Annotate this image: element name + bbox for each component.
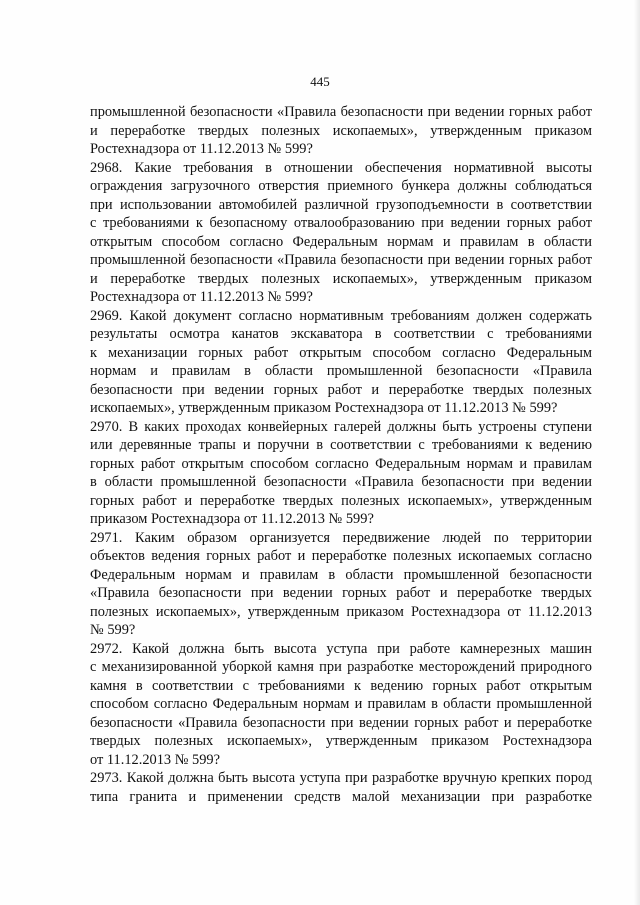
text-line: горных работ и переработке твердых полезных ископаемых», утвержденным [90,492,592,509]
text-line: 2973. Какой должна быть высота уступа при разработке вручную крепких пород [90,770,592,786]
page-edge-shadow [634,0,640,905]
text-line: в области промышленной безопасности «Правила безопасности при ведении [90,474,592,490]
text-line: или деревянные трапы и поручни в соответствии с требованиями к ведению [90,437,592,453]
text-line: типа гранита и применении средств малой механизации при разработке [90,788,592,805]
text-line: способом согласно Федеральным нормам и правилам в области промышленной [90,696,592,712]
text-line: «Правила безопасности при ведении горных работ и переработке твердых [90,585,592,601]
text-line: приказом Ростехнадзора от 11.12.2013 № 599? [90,511,374,527]
text-line: от 11.12.2013 № 599? [90,751,221,768]
text-line: при использовании автомобилей различной грузоподъемности в соответствии [90,196,592,213]
text-line: и переработке твердых полезных ископаемых», утвержденным приказом [90,122,592,139]
scan-artifact [92,822,98,832]
text-line: промышленной безопасности «Правила безопасности при ведении горных работ [90,252,592,268]
text-line: объектов ведения горных работ и переработке полезных ископаемых согласно [90,548,592,564]
text-line: камня в соответствии с требованиями к ведению горных работ открытым [90,677,592,694]
text-line: открытым способом согласно Федеральным нормам и правилам в области [90,233,592,250]
text-line: безопасности «Правила безопасности при ведении горных работ и переработке [90,714,592,731]
text-line: и переработке твердых полезных ископаемых», утвержденным приказом [90,270,592,287]
text-line: промышленной безопасности «Правила безопасности при ведении горных работ [90,104,592,120]
text-line: безопасности при ведении горных работ и переработке твердых полезных [90,381,592,398]
text-line: № 599? [90,622,136,638]
text-line: полезных ископаемых», утвержденным приказом Ростехнадзора от 11.12.2013 [90,603,592,620]
text-line: 2971. Каким образом организуется передвижение людей по территории [90,529,592,546]
text-line: 2970. В каких проходах конвейерных галерей должны быть устроены ступени [90,418,592,435]
page-number: 445 [310,74,330,89]
document-body [90,103,592,806]
text-line: с механизированной уборкой камня при разработке месторождений природного [90,659,592,675]
text-line: к механизации горных работ открытым способом согласно Федеральным [90,344,592,361]
text-line: горных работ открытым способом согласно Федеральным нормам и правилам [90,455,592,472]
text-line: с требованиями к безопасному отвалообразованию при ведении горных работ [90,215,592,231]
text-line: 2968. Какие требования в отношении обеспечения нормативной высоты [90,159,592,176]
text-line: ограждения загрузочного отверстия приемного бункера должны соблюдаться [90,178,592,194]
text-line: 2972. Какой должна быть высота уступа при работе камнерезных машин [90,640,592,657]
text-line: Ростехнадзора от 11.12.2013 № 599? [90,289,313,305]
text-line: нормам и правилам в области промышленной безопасности «Правила [90,363,592,379]
text-line: ископаемых», утвержденным приказом Ростехнадзора от 11.12.2013 № 599? [90,400,558,416]
text-line: Ростехнадзора от 11.12.2013 № 599? [90,141,313,157]
text-line: твердых полезных ископаемых», утвержденным приказом Ростехнадзора [90,733,592,749]
text-line: Федеральным нормам и правилам в области промышленной безопасности [90,566,592,583]
text-line: 2969. Какой документ согласно нормативным требованиям должен содержать [90,307,592,324]
text-line: результаты осмотра канатов экскаватора в соответствии с требованиями [90,326,592,342]
